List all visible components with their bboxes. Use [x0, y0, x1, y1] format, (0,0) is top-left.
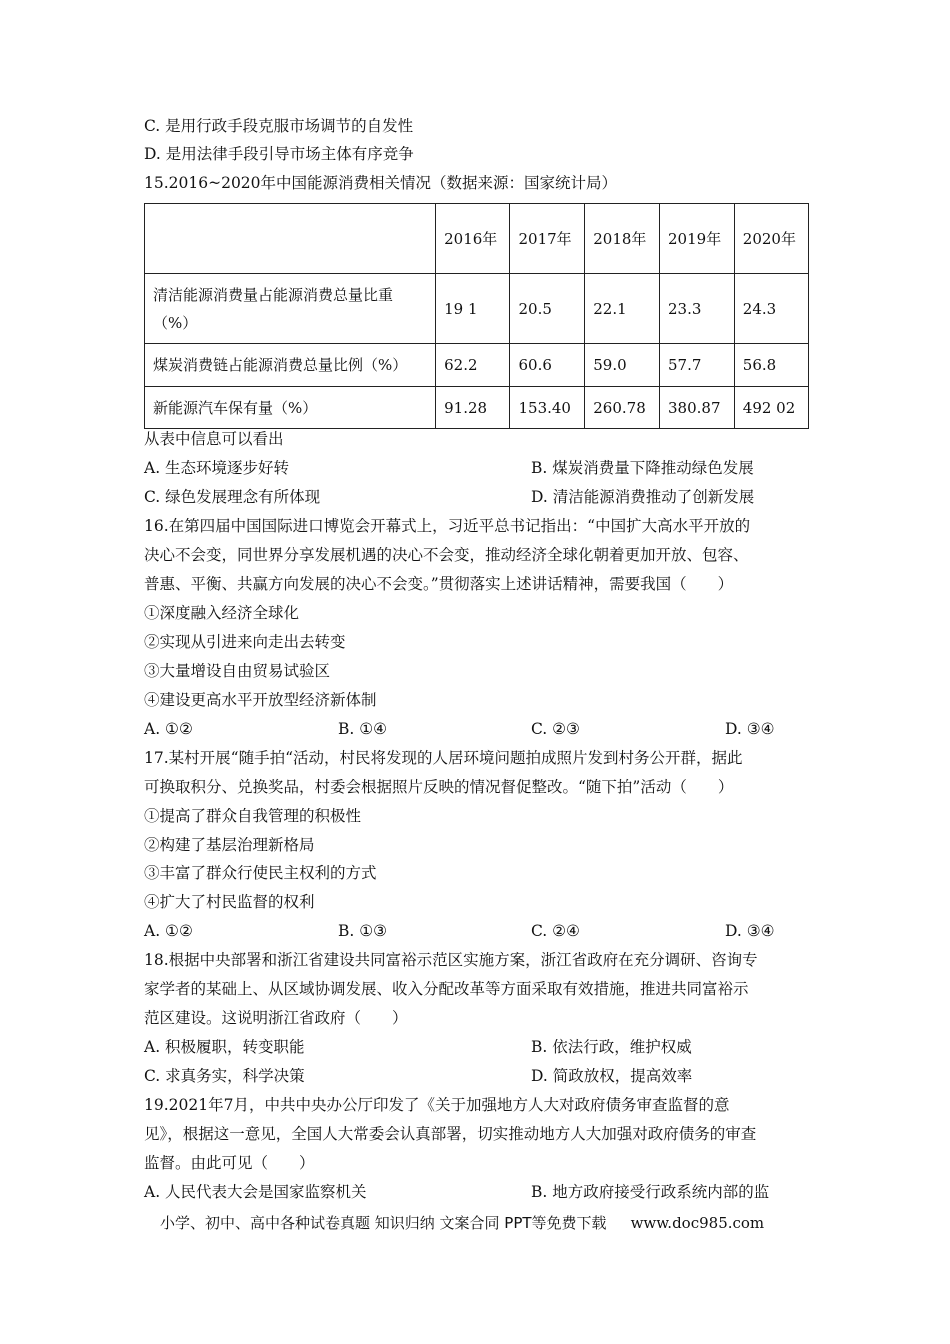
- table-cell: 56.8: [734, 344, 808, 387]
- q16-item: ③大量增设自由贸易试验区: [144, 662, 331, 680]
- q16-stem-line: 16.在第四届中国国际进口博览会开幕式上，习近平总书记指出：“中国扩大高水平开放的: [144, 517, 751, 535]
- q15-option-c: C. 绿色发展理念有所体现: [144, 488, 321, 506]
- table-cell: 20.5: [510, 274, 585, 344]
- q18-stem-line: 范区建设。这说明浙江省政府（ ）: [144, 1009, 408, 1027]
- table-header-cell: 2020年: [734, 204, 808, 274]
- q15-stem: 从表中信息可以看出: [144, 430, 284, 448]
- table-row: [145, 387, 809, 429]
- footer-url[interactable]: www.doc985.com: [630, 1214, 765, 1232]
- q16-option-d: D. ③④: [725, 720, 775, 738]
- q18-stem-line: 家学者的某础上、从区域协调发展、收入分配改革等方面采取有效措施，推进共同富裕示: [144, 980, 749, 998]
- table-cell: 57.7: [660, 344, 735, 387]
- table-header-cell: 2019年: [660, 204, 735, 274]
- table-cell: 380.87: [660, 387, 735, 429]
- q15-option-b: B. 煤炭消费量下降推动绿色发展: [531, 459, 754, 477]
- q15-option-a: A. 生态环境逐步好转: [144, 459, 290, 477]
- table-cell: 492 02: [734, 387, 808, 429]
- table-cell: 59.0: [585, 344, 660, 387]
- q18-option-d: D. 简政放权，提高效率: [531, 1067, 693, 1085]
- q18-option-c: C. 求真务实，科学决策: [144, 1067, 305, 1085]
- table-header-cell: 2018年: [585, 204, 660, 274]
- table-cell: 91.28: [436, 387, 510, 429]
- q17-stem-line: 可换取积分、兑换奖品，村委会根据照片反映的情况督促整改。“随下拍”活动（ ）: [144, 778, 734, 796]
- table-row: [145, 344, 809, 387]
- table-cell: 60.6: [510, 344, 585, 387]
- row-label: 新能源汽车保有量（%）: [145, 387, 436, 429]
- q17-option-a: A. ①②: [144, 922, 193, 940]
- table-cell: 62.2: [436, 344, 510, 387]
- table-header-cell: 2017年: [510, 204, 585, 274]
- table-cell: 153.40: [510, 387, 585, 429]
- q16-stem-line: 决心不会变，同世界分享发展机遇的决心不会变，推动经济全球化朝着更加开放、包容、: [144, 546, 749, 564]
- q17-option-b: B. ①③: [338, 922, 388, 940]
- q19-stem-line: 见》，根据这一意见，全国人大常委会认真部署，切实推动地方人大加强对政府债务的审查: [144, 1125, 757, 1143]
- q16-item: ①深度融入经济全球化: [144, 604, 300, 622]
- q19-stem-line: 19.2021年7月，中共中央办公厅印发了《关于加强地方人大对政府债务审查监督的意: [144, 1096, 730, 1114]
- row-label: 煤炭消费链占能源消费总量比例（%）: [145, 344, 436, 387]
- q18-option-b: B. 依法行政，维护权威: [531, 1038, 692, 1056]
- row-label: 清洁能源消费量占能源消费总量比重（%）: [145, 274, 436, 344]
- q17-item: ④扩大了村民监督的权利: [144, 893, 315, 911]
- table-cell: 19 1: [436, 274, 510, 344]
- table-cell: 23.3: [660, 274, 735, 344]
- q18-option-a: A. 积极履职，转变职能: [144, 1038, 305, 1056]
- q17-option-c: C. ②④: [531, 922, 580, 940]
- q16-item: ④建设更高水平开放型经济新体制: [144, 691, 377, 709]
- q17-item: ①提高了群众自我管理的积极性: [144, 807, 362, 825]
- q16-option-a: A. ①②: [144, 720, 193, 738]
- table-cell: 24.3: [734, 274, 808, 344]
- table-header-cell: 2016年: [436, 204, 510, 274]
- q15-option-d: D. 清洁能源消费推动了创新发展: [531, 488, 755, 506]
- page-footer: [160, 1212, 764, 1233]
- q16-stem-line: 普惠、平衡、共赢方向发展的决心不会变。”贯彻落实上述讲话精神，需要我国（ ）: [144, 575, 734, 593]
- energy-table: [144, 203, 809, 429]
- q19-option-b: B. 地方政府接受行政系统内部的监: [531, 1183, 770, 1201]
- q19-stem-line: 监督。由此可见（ ）: [144, 1154, 315, 1172]
- q15-title: 15.2016~2020年中国能源消费相关情况（数据来源：国家统计局）: [144, 174, 618, 192]
- table-cell: 260.78: [585, 387, 660, 429]
- q17-stem-line: 17.某村开展“随手拍“活动，村民将发现的人居环境问题拍成照片发到村务公开群，据此: [144, 749, 743, 767]
- table-row: [145, 274, 809, 344]
- q16-option-b: B. ①④: [338, 720, 388, 738]
- table-header-cell: [145, 204, 436, 274]
- q14-option-c: C. 是用行政手段克服市场调节的自发性: [144, 117, 414, 135]
- q17-item: ③丰富了群众行使民主权利的方式: [144, 864, 377, 882]
- q17-option-d: D. ③④: [725, 922, 775, 940]
- q18-stem-line: 18.根据中央部署和浙江省建设共同富裕示范区实施方案，浙江省政府在充分调研、咨询专: [144, 951, 758, 969]
- q14-option-d: D. 是用法律手段引导市场主体有序竞争: [144, 145, 414, 163]
- table-header-row: [145, 204, 809, 274]
- q19-option-a: A. 人民代表大会是国家监察机关: [144, 1183, 367, 1201]
- q16-item: ②实现从引进来向走出去转变: [144, 633, 346, 651]
- q17-item: ②构建了基层治理新格局: [144, 836, 315, 854]
- footer-text: 小学、初中、高中各种试卷真题 知识归纳 文案合同 PPT等免费下载: [160, 1214, 607, 1232]
- table-cell: 22.1: [585, 274, 660, 344]
- q16-option-c: C. ②③: [531, 720, 580, 738]
